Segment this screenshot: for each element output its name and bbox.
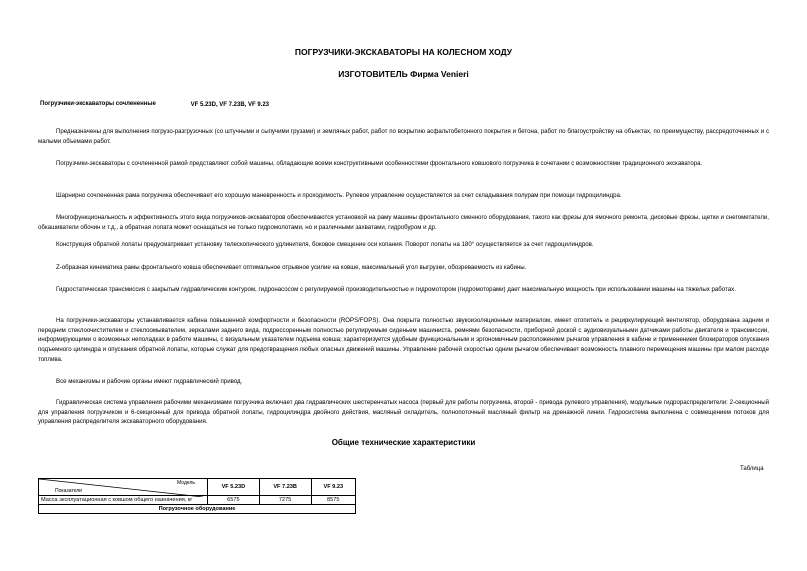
machine-models: VF 5.23D, VF 7.23B, VF 9.23 — [190, 102, 269, 108]
cell-value: 6575 — [208, 496, 260, 505]
paragraph-hydraulic-system: Гидравлическая система управления рабочими механизмами погрузчика включает два гидравлических шестеренчатых насоса (первый для работы погрузчика, второй - привода рулевого управления), модульные гидрораспределители: 2-секционный для управления погрузчиком и 6-секционный для привода обратной лопаты, гидроцилиндра двойного действия, масляный охладитель, полнопоточный масляный фильтр на дренажной линии. Гидросистема выполнена с совмещением потоков для управления распределителя экскаваторного оборудования. — [38, 399, 769, 426]
column-header: VF 9.23 — [311, 479, 355, 496]
table-label: Таблица — [740, 466, 764, 472]
paragraph-steering: Шарнирно сочлененная рама погрузчика обеспечивает его хорошую маневренность и проходимость. Рулевое управление осуществляется за счет складывания полурам при помощи гидроцилиндра. — [56, 192, 622, 199]
paragraph-transmission: Гидростатическая трансмиссия с закрытым гидравлическим контуром, гидронасосом с регулируемой производительностью и гидромотором (гидромоторами) дает максимальную мощность при использовании машины на тяжелых работах. — [56, 286, 736, 293]
paragraph-kinematics: Z-образная кинематика рамы фронтального ковша обеспечивает оптимальное отрывное усилие на ковше, максимальный угол выгрузки, обозреваемость из кабины. — [56, 264, 527, 271]
manufacturer-title: ИЗГОТОВИТЕЛЬ Фирма Venieri — [338, 69, 469, 79]
column-header: VF 7.23B — [259, 479, 311, 496]
paragraph-frame: Погрузчики-экскаваторы с сочлененной рамой представляют собой машины, обладающие всеми конструктивными особенностями фронтального ковшового погрузчика в сочетании с возможностями традиционного экскаватора. — [56, 160, 703, 167]
table-corner-cell — [39, 479, 208, 496]
table-header-row — [39, 479, 356, 496]
corner-label-indicators: Показатели — [55, 488, 82, 494]
page-title: ПОГРУЗЧИКИ-ЭКСКАВАТОРЫ НА КОЛЕСНОМ ХОДУ — [294, 47, 513, 57]
table-section-row — [39, 505, 356, 514]
paragraph-hydraulic-drive: Все механизмы и рабочие органы имеют гидравлический привод. — [56, 378, 243, 385]
machine-type-label: Погрузчики-экскаваторы сочлененные — [40, 101, 156, 107]
section-title: Общие технические характеристики — [331, 438, 476, 447]
paragraph-purpose: Предназначены для выполнения погрузо-разгрузочных (со штучными и сыпучими грузами) и земляных работ, работ по вскрытию асфальтобетонного покрытия и бетона, работ по благоустройству на объектах, по преимуществу, рассредоточенных и с малыми объемами работ. — [38, 128, 769, 145]
paragraph-backhoe: Конструкция обратной лопаты предусматривает установку телескопического удлинителя, боковое смещение оси копания. Поворот лопаты на 180° осуществляется за счет гидроцилиндров. — [56, 241, 594, 248]
cell-value: 7275 — [259, 496, 311, 505]
corner-label-model: Модель — [177, 480, 195, 486]
cell-value: 8575 — [311, 496, 355, 505]
paragraph-multifunction: Многофункциональность и эффективность этого вида погрузчиков-экскаваторов обеспечиваются установкой на раму машины фронтального сменного оборудования, такого как фрезы для ямочного ремонта, дисковые фрезы, щетки и снегометатели, обкашиватели обочин и т.д., а обратная лопата может оснащаться не только гидромолотами, но и различными захватами, гидробуром и др. — [38, 214, 769, 231]
section-row-label: Погрузочное оборудование — [39, 505, 356, 514]
row-label: Масса эксплуатационная с ковшом общего назначения, кг — [39, 496, 208, 505]
paragraph-cabin: На погрузчики-экскаваторы устанавливается кабина повышенной комфортности и безопасности (ROPS/FOPS). Она покрыта полностью звукоизоляционным материалом, имеет отопитель и рециркулирующий вентилятор, оборудована задним и передним стеклоочистителем и стеклоомывателем, зеркалами заднего вида, подрессоренным полностью регулируемым сиденьем машиниста, ремнями безопасности, приборной доской с аудиовизуальными датчиками работы двигателя и трансмиссии, информирующими о возможных неполадках в работе машины, с визуальным указателем подъема ковша; характеризуется удобным функциональным и эргономичным расположением рычагов управления в кабине и применением блокираторов опускания подъемного цилиндра и опускания обратной лопаты, которые служат для предотвращения любых опасных движений машины. Управление рабочей скоростью одним рычагом обеспечивает возможность плавного перемещения машины при малом расходе топлива. — [38, 317, 769, 363]
column-header: VF 5.23D — [208, 479, 260, 496]
spec-table — [38, 478, 356, 514]
